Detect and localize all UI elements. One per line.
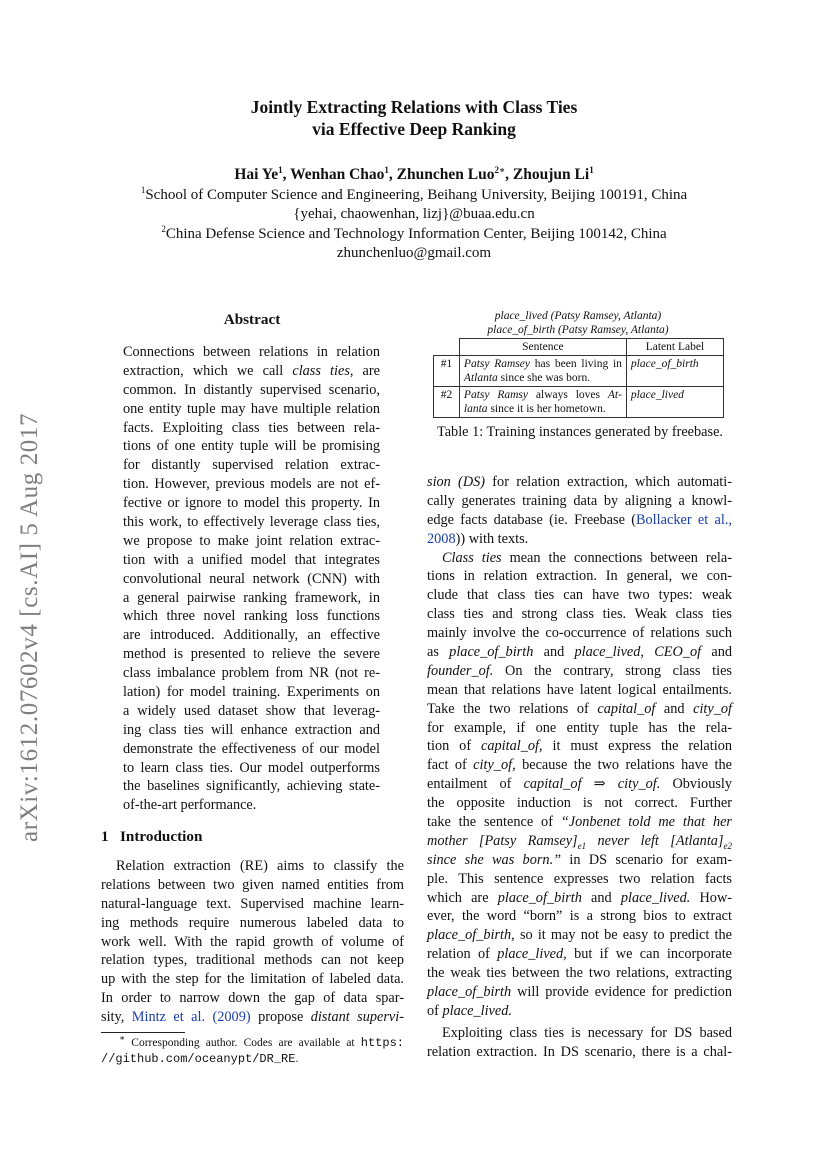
abstract-line: one entity tuple may have multiple relation <box>123 400 380 417</box>
abstract-body <box>123 343 380 815</box>
body-line: as place_of_birth and place_lived, CEO_of and <box>427 644 733 661</box>
body-line: take the sentence of “Jonbenet told me that her <box>427 814 732 831</box>
body-line: place_of_birth, so it may not be easy to predict the <box>427 927 732 944</box>
body-line: ple. This sentence expresses two relation facts <box>427 870 732 887</box>
abstract-line: this work, to effectively leverage class ties, <box>123 514 380 531</box>
body-line: tion of capital_of, it must express the relation <box>427 738 733 755</box>
abstract-line: facts. Exploiting class ties between rela- <box>123 419 380 436</box>
table-row <box>434 387 724 418</box>
intro-paragraph <box>101 857 404 1027</box>
body-line: relation extraction. In DS scenario, there is a chal- <box>427 1043 732 1060</box>
intro-line: ing methods require numerous labeled data to <box>101 914 404 931</box>
author-name: Hai Ye <box>234 166 279 183</box>
body-line: mean that relations have latent logical entailments. <box>427 681 732 698</box>
table-cell-label: place_lived <box>626 387 723 418</box>
abstract-line: lation) for model training. Experiments on <box>123 684 380 701</box>
citation-year-link[interactable]: 2008 <box>427 530 456 547</box>
abstract-line: the baselines significantly, achieving state- <box>123 778 380 795</box>
abstract-line: method is presented to relieve the severe <box>123 646 380 663</box>
table-cell-sentence: Patsy Ramsy always loves At- lanta since it is her hometown. <box>459 387 626 418</box>
body-line: entailment of capital_of ⇒ city_of. Obviously <box>427 776 733 793</box>
body-line: the weak ties between the two relations, extracting <box>427 965 732 982</box>
body-line: Exploiting class ties is necessary for DS based <box>442 1024 732 1041</box>
intro-line: work well. With the rapid growth of volume of <box>101 933 404 950</box>
training-instances-table <box>433 338 724 418</box>
intro-line: Relation extraction (RE) aims to classify the <box>116 858 404 874</box>
abstract-line: ing class ties will enhance extraction and <box>123 721 380 738</box>
body-line: class ties and strong class ties. Weak class ties <box>427 606 732 623</box>
body-line: ever, the word “born” is a strong bios to extract <box>427 908 732 925</box>
body-line: sion (DS) for relation extraction, which automati- <box>427 474 733 490</box>
section-heading: 1 Introduction <box>101 828 203 845</box>
footnote-url[interactable]: https: <box>360 1036 404 1050</box>
abstract-line: a widely used dataset show that leverag- <box>123 702 380 719</box>
body-line: Take the two relations of capital_of and city_of <box>427 700 732 717</box>
body-line: which are place_of_birth and place_lived. How- <box>427 889 733 906</box>
table-cell-id: #2 <box>434 387 460 418</box>
table-cell-label: place_of_birth <box>626 356 723 387</box>
author-name: Zhunchen Luo <box>396 166 495 183</box>
author-list: Hai Ye$^1$, Wenhan Chao$^1$, Zhunchen Luo$^{2∗}$, Zhoujun Li$^1$ <box>234 164 594 183</box>
body-line: fact of city_of, because the two relations have the <box>427 757 732 774</box>
body-line: place_of_birth will provide evidence for prediction <box>427 984 732 1001</box>
body-line: mainly involve the co-occurrence of relations such <box>427 625 732 642</box>
email-2: zhunchenluo@gmail.com <box>336 245 492 261</box>
abstract-line: which three novel ranking loss functions <box>123 608 380 625</box>
abstract-line: for distantly supervised relation extrac- <box>123 457 380 474</box>
abstract-line: are introduced. Additionally, an effective <box>123 627 380 644</box>
arxiv-identifier: arXiv:1612.07602v4 [cs.AI] 5 Aug 2017 <box>16 412 43 842</box>
table-cell-sentence: Patsy Ramsey has been living in Atlanta since she was born. <box>459 356 626 387</box>
abstract-line: tion with a unified model that integrates <box>123 551 380 568</box>
body-line: Class ties mean the connections between rela- <box>442 549 733 566</box>
abstract-heading: Abstract <box>223 311 281 328</box>
table-cell-id: #1 <box>434 356 460 387</box>
paper-title-line1: Jointly Extracting Relations with Class Ties <box>250 97 578 117</box>
abstract-line: we propose to make joint relation extrac- <box>123 532 380 549</box>
intro-line: natural-language text. Supervised machine learn- <box>101 895 404 912</box>
abstract-line: of-the-art performance. <box>123 797 257 814</box>
citation-year-link[interactable]: (2009) <box>212 1009 251 1026</box>
abstract-line: to learn class ties. Our model outperforms <box>123 759 380 776</box>
abstract-line: class imbalance problem from NR (not re- <box>123 665 380 682</box>
abstract-line: fective or ignore to model this property. In <box>123 495 380 512</box>
citation-link[interactable]: Bollacker et al., <box>636 511 732 528</box>
table-header-label: Latent Label <box>626 339 723 356</box>
intro-line: relations between two given named entities from <box>101 876 404 893</box>
body-line: relation of place_lived, but if we can incorporate <box>427 946 733 963</box>
body-line: tions in relation extraction. In general, we con- <box>427 568 732 585</box>
affiliation-2: $^2$China Defense Science and Technology Information Center, Beijing 100142, China <box>161 224 667 242</box>
table-row <box>434 356 724 387</box>
body-line: cally generates training data by aligning a knowl- <box>427 492 732 509</box>
table-header-row <box>434 339 724 356</box>
table-header-sentence: Sentence <box>459 339 626 356</box>
intro-line: up with the step for the limitation of labeled data. <box>101 971 404 988</box>
body-line: founder_of. On the contrary, strong class ties <box>427 662 732 679</box>
intro-line: relation types, traditional methods can not keep <box>101 952 404 969</box>
citation-link[interactable]: Mintz et al. <box>131 1009 206 1026</box>
table-caption: Table 1: Training instances generated by freebase. <box>436 424 724 440</box>
footnote-rule <box>101 1032 185 1033</box>
body-line: edge facts database (ie. Freebase (Bollacker et al., <box>427 511 732 528</box>
table-relation-1: place_lived (Patsy Ramsey, Atlanta) <box>494 310 662 322</box>
intro-line: In order to narrow down the gap of data spar- <box>101 990 404 1007</box>
affiliation-1: $^1$School of Computer Science and Engineering, Beihang University, Beijing 100191, China <box>140 185 688 203</box>
abstract-line: a general pairwise ranking framework, in <box>123 589 380 606</box>
author-name: Zhoujun Li <box>512 166 590 183</box>
abstract-line: Connections between relations in relation <box>123 344 380 360</box>
body-line: since she was born.” in DS scenario for exam- <box>427 851 732 868</box>
body-line: of place_lived. <box>427 1002 512 1019</box>
abstract-line: extraction, which we call class ties, are <box>123 362 381 379</box>
table-corner <box>434 339 460 356</box>
abstract-line: tion. However, previous models are not ef- <box>123 476 380 493</box>
body-line: clude that class ties can have two types: weak <box>427 587 732 604</box>
body-line: for example, if one entity tuple has the rela- <box>427 719 732 736</box>
body-line: mother [Patsy $Ramsey]_{e1}$ never left $[Atlanta]_{e2}$ <box>427 832 733 851</box>
footnote-url[interactable]: //github.com/oceanypt/DR_RE <box>101 1052 296 1066</box>
body-line: 2008)) with texts. <box>427 530 529 547</box>
intro-line: sity, Mintz et al. (2009) propose distant supervi- <box>101 1009 405 1026</box>
email-1: {yehai, chaowenhan, lizj}@buaa.edu.cn <box>293 206 535 222</box>
author-name: Wenhan Chao <box>290 166 385 183</box>
table-relation-2: place_of_birth (Patsy Ramsey, Atlanta) <box>487 324 669 336</box>
footnote: ∗ Corresponding author. Codes are available at https: //github.com/oceanypt/DR_RE. <box>101 1033 404 1066</box>
abstract-line: convolutional neural network (CNN) with <box>123 570 380 587</box>
paper-title-line2: via Effective Deep Ranking <box>312 119 516 139</box>
right-column-text <box>427 473 732 1062</box>
abstract-line: demonstrate the effectiveness of our model <box>123 740 380 757</box>
body-line: the opposite induction is not correct. Further <box>427 795 732 812</box>
abstract-line: tions of one entity tuple will be promising <box>123 438 380 455</box>
abstract-line: common. In distantly supervised scenario, <box>123 381 380 398</box>
